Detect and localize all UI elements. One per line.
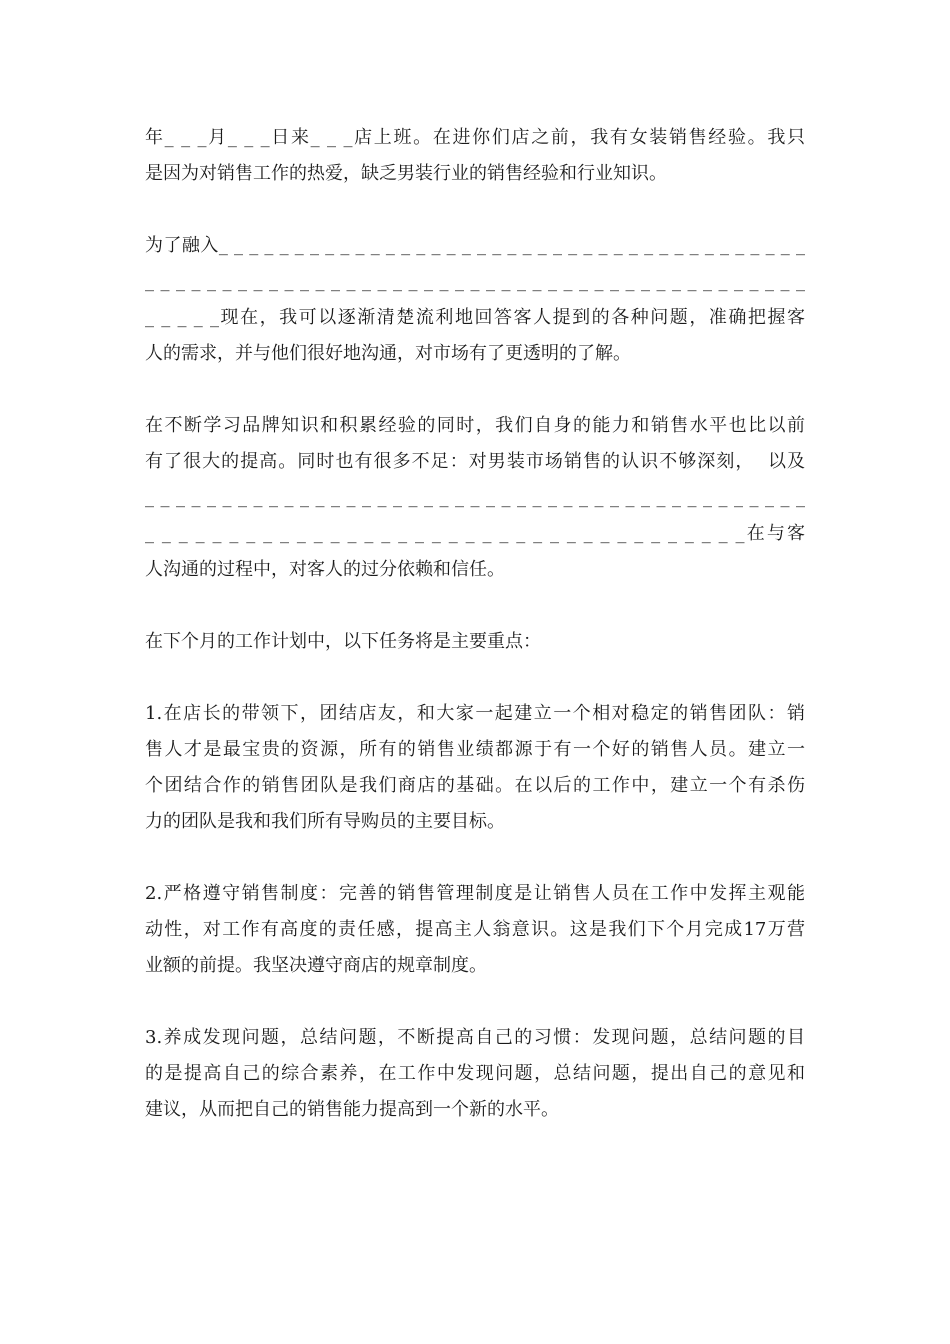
paragraph-line: 1.在店长的带领下，团结店友，和大家一起建立一个相对稳定的销售团队：销 bbox=[145, 703, 805, 724]
paragraph-line: 人沟通的过程中，对客人的过分依赖和信任。 bbox=[145, 559, 505, 580]
paragraph-line: 3.养成发现问题，总结问题，不断提高自己的习惯：发现问题，总结问题的目 bbox=[145, 1027, 805, 1048]
paragraph-line: 的是提高自己的综合素养，在工作中发现问题，总结问题，提出自己的意见和 bbox=[145, 1063, 805, 1084]
paragraph-line: 建议，从而把自己的销售能力提高到一个新的水平。 bbox=[145, 1099, 559, 1120]
plan-item-3 bbox=[145, 1020, 805, 1128]
paragraph-line: _ _ _ _ _ _ _ _ _ _ _ _ _ _ _ _ _ _ _ _ _ _ _ _ _ _ _ _ _ _ _ _ _ _ _ _ _ _ _ _ _ _ _ bbox=[145, 271, 805, 292]
paragraph-line: 动性，对工作有高度的责任感，提高主人翁意识。这是我们下个月完成17万营 bbox=[145, 919, 805, 940]
paragraph-line: 售人才是最宝贵的资源，所有的销售业绩都源于有一个好的销售人员。建立一 bbox=[145, 739, 805, 760]
paragraph-integration bbox=[145, 228, 805, 372]
paragraph-plan-intro bbox=[145, 624, 805, 660]
paragraph-line: 在下个月的工作计划中，以下任务将是主要重点： bbox=[145, 631, 541, 652]
paragraph-line: 力的团队是我和我们所有导购员的主要目标。 bbox=[145, 811, 505, 832]
plan-item-1 bbox=[145, 696, 805, 840]
paragraph-line: 有了很大的提高。同时也有很多不足：对男装市场销售的认识不够深刻， 以及 bbox=[145, 451, 805, 472]
paragraph-line: _ _ _ _ _ _ _ _ _ _ _ _ _ _ _ _ _ _ _ _ _ _ _ _ _ _ _ _ _ _ _ _ _ _ _ _在与客 bbox=[145, 523, 805, 544]
paragraph-line: 个团结合作的销售团队是我们商店的基础。在以后的工作中，建立一个有杀伤 bbox=[145, 775, 805, 796]
paragraph-line: _ _ _ _ _现在，我可以逐渐清楚流利地回答客人提到的各种问题，准确把握客 bbox=[145, 307, 805, 328]
paragraph-line: 在不断学习品牌知识和积累经验的同时，我们自身的能力和销售水平也比以前 bbox=[145, 415, 805, 436]
paragraph-line: _ _ _ _ _ _ _ _ _ _ _ _ _ _ _ _ _ _ _ _ _ _ _ _ _ _ _ _ _ _ _ _ _ _ _ _ _ _ _ _ _ _ _ bbox=[145, 487, 805, 508]
paragraph-line: 业额的前提。我坚决遵守商店的规章制度。 bbox=[145, 955, 487, 976]
paragraph-line: 是因为对销售工作的热爱，缺乏男装行业的销售经验和行业知识。 bbox=[145, 163, 667, 184]
paragraph-line: 2.严格遵守销售制度：完善的销售管理制度是让销售人员在工作中发挥主观能 bbox=[145, 883, 805, 904]
paragraph-shortcomings bbox=[145, 408, 805, 588]
paragraph-line: 年_ _ _月_ _ _日来_ _ _店上班。在进你们店之前，我有女装销售经验。我只 bbox=[145, 127, 805, 148]
document-body bbox=[145, 120, 805, 1164]
paragraph-line: 人的需求，并与他们很好地沟通，对市场有了更透明的了解。 bbox=[145, 343, 631, 364]
paragraph-line: 为了融入_ _ _ _ _ _ _ _ _ _ _ _ _ _ _ _ _ _ _ _ _ _ _ _ _ _ _ _ _ _ _ _ _ _ _ _ _ _ _ bbox=[145, 235, 805, 256]
paragraph-start-date bbox=[145, 120, 805, 192]
plan-item-2 bbox=[145, 876, 805, 984]
